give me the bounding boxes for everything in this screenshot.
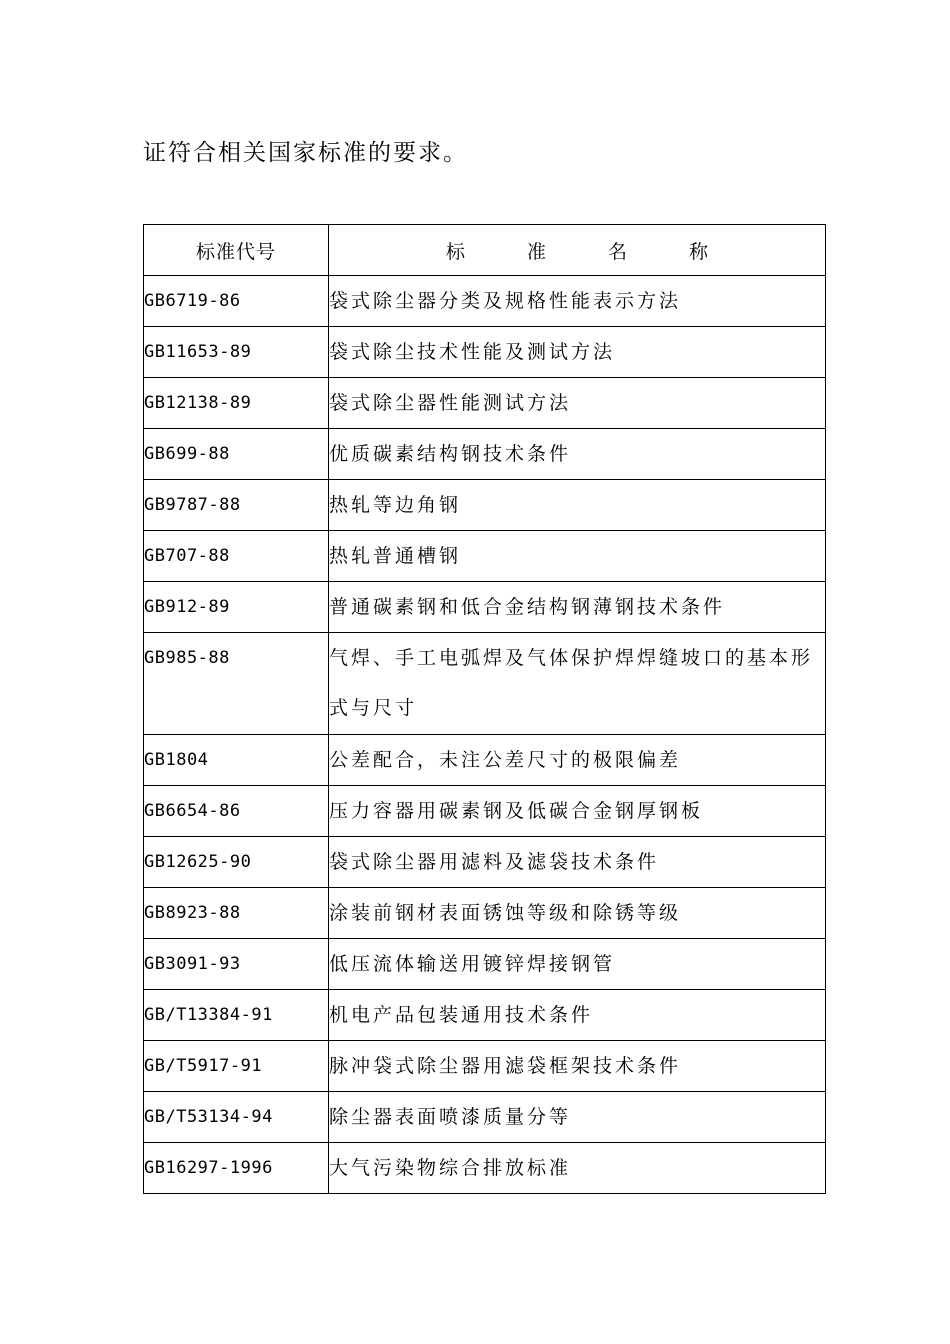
standard-name: 大气污染物综合排放标准 xyxy=(329,1143,826,1194)
standard-code: GB985-88 xyxy=(144,633,329,735)
standard-code: GB6719-86 xyxy=(144,276,329,327)
standard-code: GB912-89 xyxy=(144,582,329,633)
standard-name: 公差配合，未注公差尺寸的极限偏差 xyxy=(329,735,826,786)
intro-text: 证符合相关国家标准的要求。 xyxy=(143,140,468,166)
header-standard-name: 标 准 名 称 xyxy=(329,225,826,276)
table-row xyxy=(144,1092,826,1143)
table-row xyxy=(144,480,826,531)
header-standard-code: 标准代号 xyxy=(144,225,329,276)
table-row xyxy=(144,990,826,1041)
standard-code: GB16297-1996 xyxy=(144,1143,329,1194)
standard-name: 机电产品包装通用技术条件 xyxy=(329,990,826,1041)
standard-name: 除尘器表面喷漆质量分等 xyxy=(329,1092,826,1143)
table-row xyxy=(144,531,826,582)
standard-name: 袋式除尘器分类及规格性能表示方法 xyxy=(329,276,826,327)
table-row xyxy=(144,735,826,786)
standard-code: GB699-88 xyxy=(144,429,329,480)
standard-name: 袋式除尘器用滤料及滤袋技术条件 xyxy=(329,837,826,888)
standard-name: 热轧等边角钢 xyxy=(329,480,826,531)
standard-name: 普通碳素钢和低合金结构钢薄钢技术条件 xyxy=(329,582,826,633)
standard-code: GB8923-88 xyxy=(144,888,329,939)
table-row xyxy=(144,276,826,327)
standards-table xyxy=(143,224,826,1194)
standard-name: 气焊、手工电弧焊及气体保护焊焊缝坡口的基本形式与尺寸 xyxy=(329,633,826,735)
table-header-row xyxy=(144,225,826,276)
standard-name: 袋式除尘技术性能及测试方法 xyxy=(329,327,826,378)
table-row xyxy=(144,939,826,990)
table-row xyxy=(144,786,826,837)
standard-code: GB/T5917-91 xyxy=(144,1041,329,1092)
standard-name: 涂装前钢材表面锈蚀等级和除锈等级 xyxy=(329,888,826,939)
table-row xyxy=(144,582,826,633)
table-row xyxy=(144,378,826,429)
standard-name: 热轧普通槽钢 xyxy=(329,531,826,582)
standard-code: GB9787-88 xyxy=(144,480,329,531)
standard-name: 袋式除尘器性能测试方法 xyxy=(329,378,826,429)
standard-name: 低压流体输送用镀锌焊接钢管 xyxy=(329,939,826,990)
standard-name: 脉冲袋式除尘器用滤袋框架技术条件 xyxy=(329,1041,826,1092)
table-row xyxy=(144,1143,826,1194)
table-row xyxy=(144,1041,826,1092)
standard-code: GB/T53134-94 xyxy=(144,1092,329,1143)
standard-code: GB6654-86 xyxy=(144,786,329,837)
table-row xyxy=(144,837,826,888)
table-row xyxy=(144,633,826,735)
standard-code: GB12138-89 xyxy=(144,378,329,429)
standard-code: GB3091-93 xyxy=(144,939,329,990)
table-row xyxy=(144,327,826,378)
standard-code: GB707-88 xyxy=(144,531,329,582)
standard-code: GB1804 xyxy=(144,735,329,786)
standard-code: GB11653-89 xyxy=(144,327,329,378)
standard-name: 优质碳素结构钢技术条件 xyxy=(329,429,826,480)
table-row xyxy=(144,429,826,480)
standard-name: 压力容器用碳素钢及低碳合金钢厚钢板 xyxy=(329,786,826,837)
table-row xyxy=(144,888,826,939)
standard-code: GB/T13384-91 xyxy=(144,990,329,1041)
standard-code: GB12625-90 xyxy=(144,837,329,888)
